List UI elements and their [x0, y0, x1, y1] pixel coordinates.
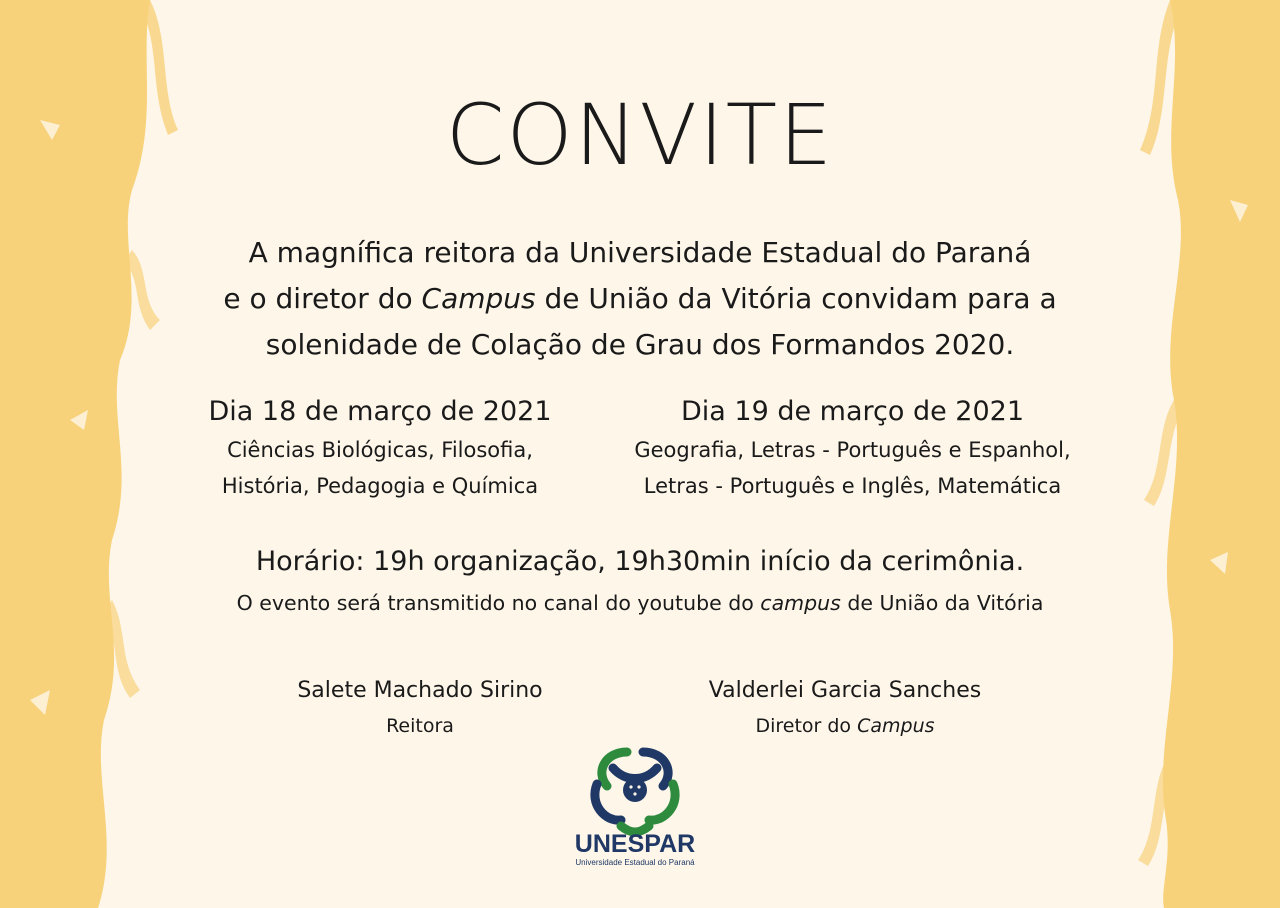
broadcast-note: O evento será transmitido no canal do youtube do campus de União da Vitória [236, 591, 1044, 615]
logo-wordmark: UNESPAR [574, 830, 696, 858]
day-1-title: Dia 18 de março de 2021 [208, 396, 552, 427]
logo-subtitle: Universidade Estadual do Paraná [575, 858, 695, 867]
signature-rector-role: Reitora [386, 715, 454, 737]
signature-rector-name: Salete Machado Sirino [297, 678, 543, 703]
signature-director-role: Diretor do Campus [755, 715, 935, 737]
day-2-title: Dia 19 de março de 2021 [680, 396, 1025, 427]
intro-line-3: solenidade de Colação de Grau dos Formandos 2020. [265, 328, 1015, 361]
intro-line-1: A magnífica reitora da Universidade Estadual do Paraná [248, 236, 1032, 269]
invite-title: CONVITE [445, 86, 835, 184]
signature-director [660, 676, 1030, 746]
day-2-courses-line-1: Geografia, Letras - Português e Espanhol, [634, 438, 1071, 462]
day-1-courses-line-1: Ciências Biológicas, Filosofia, [227, 438, 533, 462]
day-block-2 [580, 392, 1125, 504]
signature-director-name: Valderlei Garcia Sanches [708, 678, 982, 703]
day-1-courses-line-2: História, Pedagogia e Química [221, 474, 539, 498]
signature-rector [250, 676, 590, 746]
schedule-time: Horário: 19h organização, 19h30min início da cerimônia. [255, 546, 1025, 577]
intro-line-2: e o diretor do Campus de União da Vitória convidam para a [223, 282, 1057, 315]
day-block-1 [170, 392, 590, 504]
invite-intro [0, 230, 1280, 368]
day-2-courses-line-2: Letras - Português e Inglês, Matemática [643, 474, 1062, 498]
